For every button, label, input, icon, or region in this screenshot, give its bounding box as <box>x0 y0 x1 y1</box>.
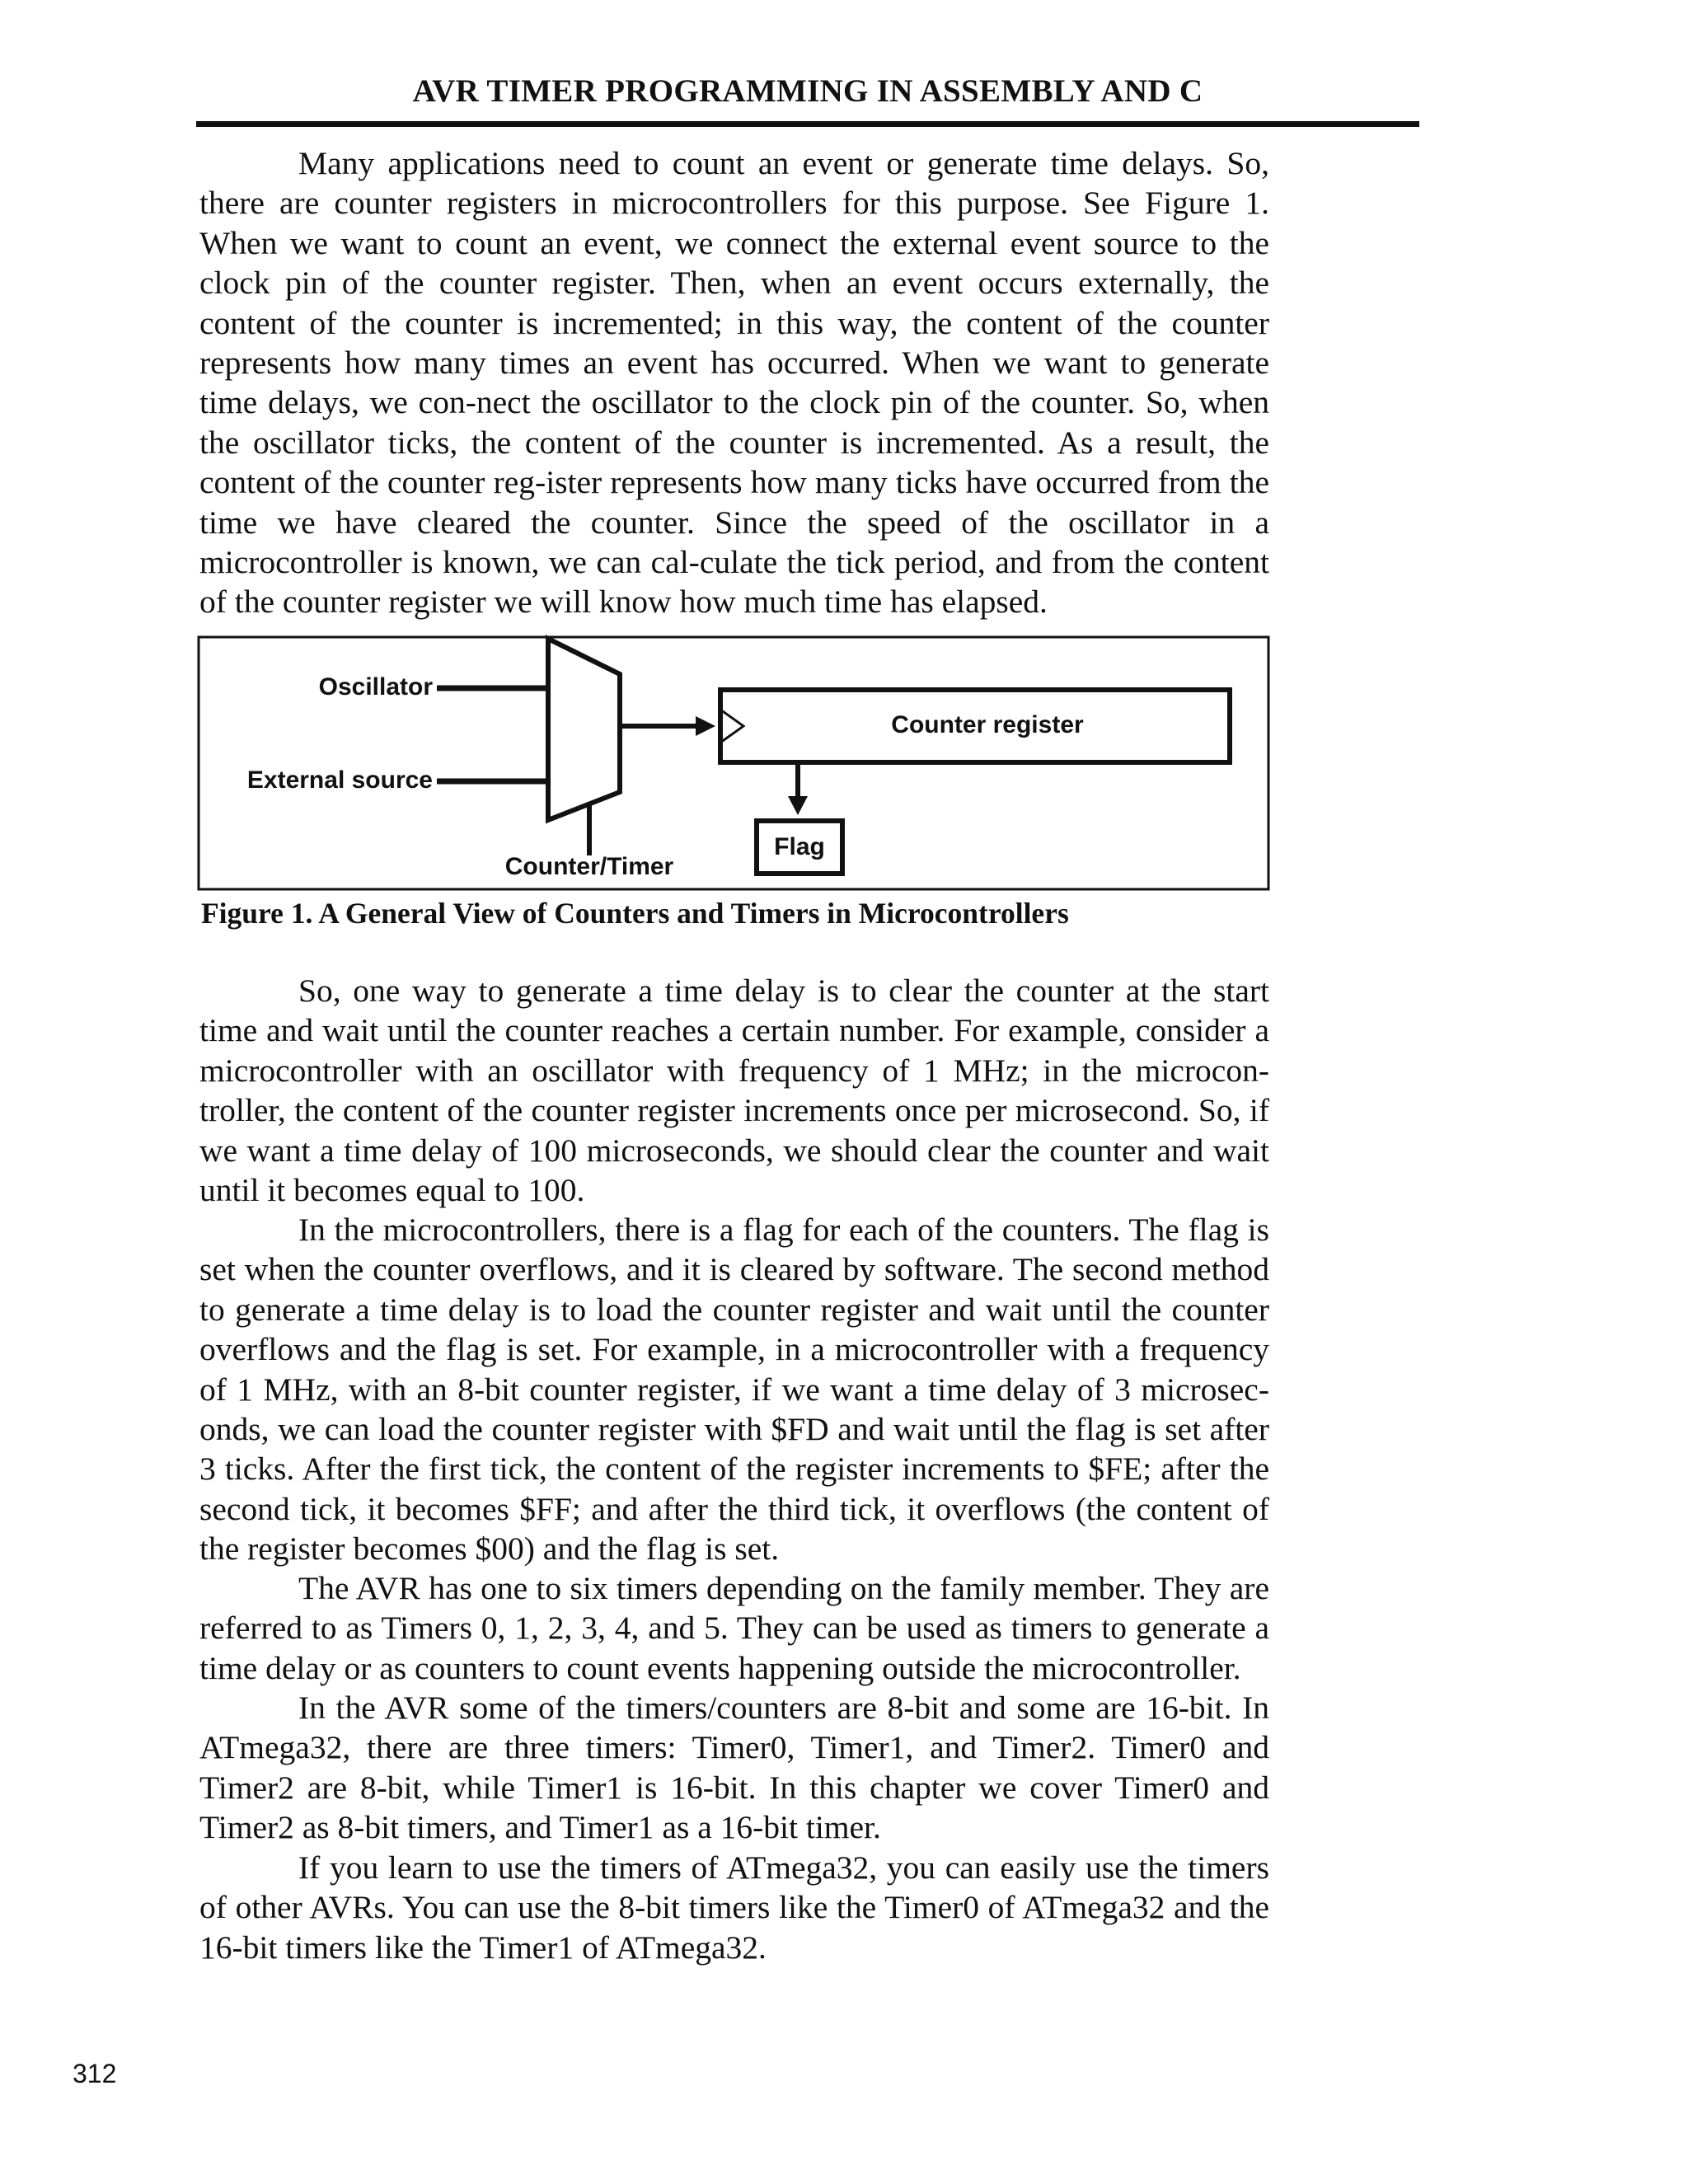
running-head-title: AVR TIMER PROGRAMMING IN ASSEMBLY AND C <box>412 73 1203 109</box>
diagram-svg <box>196 629 1273 893</box>
paragraph-other-avrs: If you learn to use the timers of ATmega32, you can easily use the timers of other AVRs. You can use the 8-bit timers like the Timer0 of ATmega32 and the 16-bit timers like the Timer1 of ATmega32. <box>199 1849 1269 1966</box>
paragraph-avr-timers: The AVR has one to six timers depending on the family member. They are referred to as Timers 0, 1, 2, 3, 4, and 5. They can be used as timers to generate a time delay or as counters to count events happening outside the microcontroller. <box>199 1570 1269 1686</box>
paragraph-flag-method: In the microcontrollers, there is a flag for each of the counters. The flag is set when the counter overflows, and it is cleared by software. The second method to generate a time delay is to load the counter register and wait until the counter overflows and the flag is set. For example, in a microcontroller with a frequency of 1 MHz, with an 8-bit counter register, if we want a time delay of 3 microsec-onds, we can load the counter register with $FD and wait until the flag is set after 3 ticks. After the first tick, the content of the register increments to $FE; after the second tick, it becomes $FF; and after the third tick, it overflows (the content of the register becomes $00) and the flag is set. <box>199 1212 1269 1568</box>
figure-caption: Figure 1. A General View of Counters and Timers in Microcontrollers <box>201 897 1069 930</box>
label-counter-register: Counter register <box>891 710 1084 738</box>
mux-output-arrowhead <box>696 716 715 736</box>
label-flag: Flag <box>774 832 825 860</box>
label-counter-timer: Counter/Timer <box>504 852 674 880</box>
multiplexer-shape <box>548 639 620 820</box>
paragraph-intro: Many applications need to count an event or generate time delays. So, there are counter registers in microcontrollers for this purpose. See Figure 1. When we want to count an event, we connect the external event source to the clock pin of the counter register. Then, when an event occurs externally, the content of the counter is incremented; in this way, the content of the counter represents how many times an event has occurred. When we want to generate time delays, we con-nect the oscillator to the clock pin of the counter. So, when the oscillator ticks, the content of the counter is incremented. As a result, the content of the counter reg-ister represents how many ticks have occurred from the time we have cleared the counter. Since the speed of the oscillator in a microcontroller is known, we can cal-culate the tick period, and from the content of the counter register we will know how much time has elapsed. <box>199 145 1269 621</box>
label-oscillator: Oscillator <box>318 673 433 701</box>
overflow-arrowhead <box>788 796 808 815</box>
paragraph-time-delay: So, one way to generate a time delay is to clear the counter at the start time and wait until the counter reaches a certain number. For example, consider a microcontroller with an oscillator with frequency of 1 MHz; in the microcon-troller, the content of the counter register increments once per microsecond. So, if we want a time delay of 100 microseconds, we should clear the counter and wait until it becomes equal to 100. <box>199 972 1269 1209</box>
paragraph-atmega32-timers: In the AVR some of the timers/counters are 8-bit and some are 16-bit. In ATmega32, there are three timers: Timer0, Timer1, and Timer2. Timer0 and Timer2 are 8-bit, while Timer1 is 16-bit. In this chapter we cover Timer0 and Timer2 as 8-bit timers, and Timer1 as a 16-bit timer. <box>199 1690 1269 1846</box>
figure-counter-timer-diagram <box>196 629 1273 893</box>
page-number: 312 <box>73 2059 117 2088</box>
label-external-source: External source <box>246 766 433 794</box>
header-rule <box>196 121 1419 127</box>
